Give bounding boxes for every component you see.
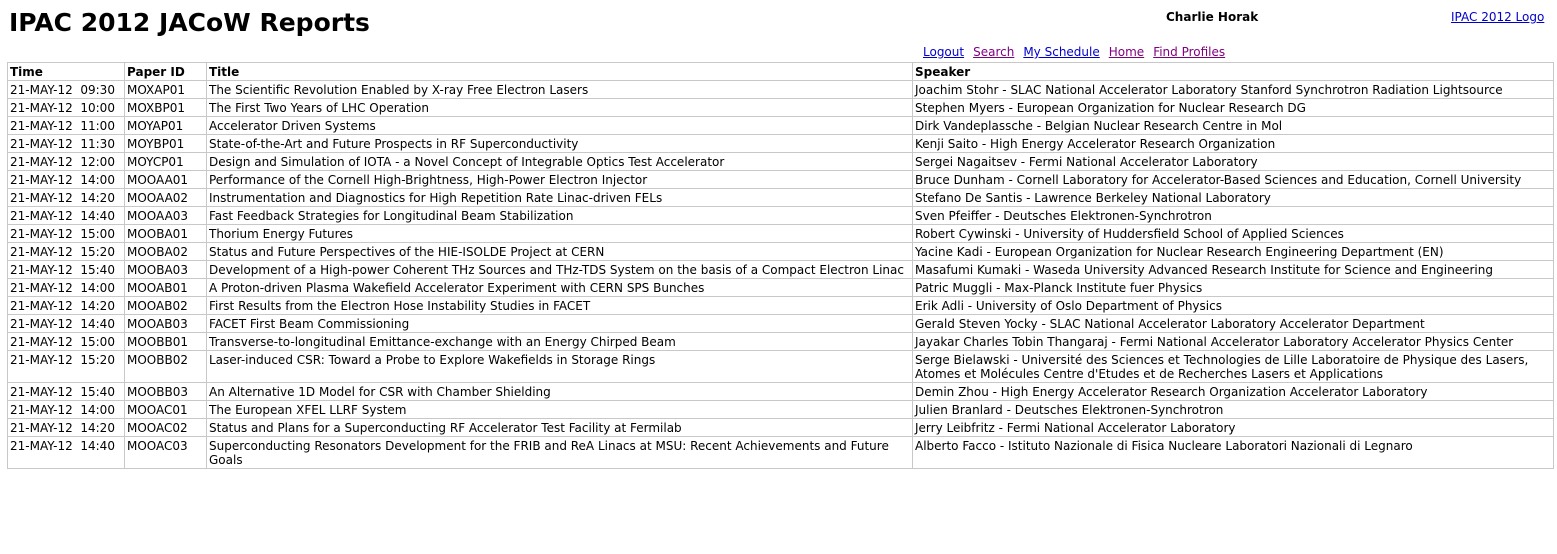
nav-logout-link[interactable]: Logout	[923, 45, 965, 59]
table-row	[8, 171, 1554, 189]
table-row	[8, 189, 1554, 207]
cell-time: 21-MAY-12 14:00	[8, 171, 125, 189]
table-row	[8, 135, 1554, 153]
cell-speaker: Sven Pfeiffer - Deutsches Elektronen-Synchrotron	[913, 207, 1554, 225]
cell-title: Performance of the Cornell High-Brightness, High-Power Electron Injector	[207, 171, 913, 189]
cell-time: 21-MAY-12 09:30	[8, 81, 125, 99]
logo-link[interactable]: IPAC 2012 Logo	[1451, 10, 1545, 24]
cell-time: 21-MAY-12 15:20	[8, 243, 125, 261]
cell-paper-id: MOOBA01	[125, 225, 207, 243]
column-header-title: Title	[207, 63, 913, 81]
cell-time: 21-MAY-12 14:00	[8, 279, 125, 297]
table-row	[8, 261, 1554, 279]
cell-time: 21-MAY-12 14:40	[8, 315, 125, 333]
cell-speaker: Gerald Steven Yocky - SLAC National Accelerator Laboratory Accelerator Department	[913, 315, 1554, 333]
cell-title: Transverse-to-longitudinal Emittance-exchange with an Energy Chirped Beam	[207, 333, 913, 351]
cell-title: The European XFEL LLRF System	[207, 401, 913, 419]
cell-speaker: Erik Adli - University of Oslo Department of Physics	[913, 297, 1554, 315]
table-row	[8, 243, 1554, 261]
nav-search-link[interactable]: Search	[973, 45, 1015, 59]
table-row	[8, 279, 1554, 297]
cell-paper-id: MOOAA02	[125, 189, 207, 207]
cell-paper-id: MOOAB02	[125, 297, 207, 315]
user-name: Charlie Horak	[1166, 10, 1259, 24]
cell-speaker: Alberto Facco - Istituto Nazionale di Fisica Nucleare Laboratori Nazionali di Legnaro	[913, 437, 1554, 469]
cell-title: A Proton-driven Plasma Wakefield Accelerator Experiment with CERN SPS Bunches	[207, 279, 913, 297]
cell-time: 21-MAY-12 11:00	[8, 117, 125, 135]
header-row	[8, 63, 1554, 81]
cell-paper-id: MOYAP01	[125, 117, 207, 135]
cell-paper-id: MOOAB03	[125, 315, 207, 333]
cell-time: 21-MAY-12 14:40	[8, 437, 125, 469]
report-table	[7, 62, 1554, 469]
table-row	[8, 81, 1554, 99]
cell-speaker: Masafumi Kumaki - Waseda University Advanced Research Institute for Science and Engineering	[913, 261, 1554, 279]
cell-paper-id: MOOAC02	[125, 419, 207, 437]
table-row	[8, 351, 1554, 383]
cell-paper-id: MOYBP01	[125, 135, 207, 153]
table-row	[8, 153, 1554, 171]
cell-speaker: Bruce Dunham - Cornell Laboratory for Accelerator-Based Sciences and Education, Cornell University	[913, 171, 1554, 189]
cell-title: Status and Plans for a Superconducting RF Accelerator Test Facility at Fermilab	[207, 419, 913, 437]
nav-my-schedule-link[interactable]: My Schedule	[1023, 45, 1100, 59]
table-row	[8, 225, 1554, 243]
page-title: IPAC 2012 JACoW Reports	[9, 8, 370, 37]
cell-time: 21-MAY-12 15:40	[8, 261, 125, 279]
cell-paper-id: MOOAB01	[125, 279, 207, 297]
nav-bar	[923, 45, 1234, 59]
cell-title: Development of a High-power Coherent THz Sources and THz-TDS System on the basis of a Compact Electron Linac	[207, 261, 913, 279]
cell-time: 21-MAY-12 14:20	[8, 419, 125, 437]
cell-title: Superconducting Resonators Development for the FRIB and ReA Linacs at MSU: Recent Achievements and Future Goals	[207, 437, 913, 469]
nav-home-link[interactable]: Home	[1108, 45, 1145, 59]
cell-title: The First Two Years of LHC Operation	[207, 99, 913, 117]
table-row	[8, 117, 1554, 135]
column-header-paper-id: Paper ID	[125, 63, 207, 81]
cell-time: 21-MAY-12 15:20	[8, 351, 125, 383]
table-row	[8, 99, 1554, 117]
cell-title: Fast Feedback Strategies for Longitudinal Beam Stabilization	[207, 207, 913, 225]
table-body	[8, 81, 1554, 469]
table-row	[8, 437, 1554, 469]
page-header	[0, 0, 1557, 62]
cell-speaker: Jayakar Charles Tobin Thangaraj - Fermi National Accelerator Laboratory Accelerator Physics Center	[913, 333, 1554, 351]
table-row	[8, 315, 1554, 333]
cell-time: 21-MAY-12 11:30	[8, 135, 125, 153]
cell-time: 21-MAY-12 12:00	[8, 153, 125, 171]
table-row	[8, 419, 1554, 437]
cell-speaker: Julien Branlard - Deutsches Elektronen-Synchrotron	[913, 401, 1554, 419]
cell-title: An Alternative 1D Model for CSR with Chamber Shielding	[207, 383, 913, 401]
table-row	[8, 333, 1554, 351]
cell-speaker: Kenji Saito - High Energy Accelerator Research Organization	[913, 135, 1554, 153]
table-row	[8, 383, 1554, 401]
cell-title: Design and Simulation of IOTA - a Novel Concept of Integrable Optics Test Accelerator	[207, 153, 913, 171]
nav-find-profiles-link[interactable]: Find Profiles	[1153, 45, 1226, 59]
cell-speaker: Joachim Stohr - SLAC National Accelerator Laboratory Stanford Synchrotron Radiation Lightsource	[913, 81, 1554, 99]
cell-time: 21-MAY-12 14:20	[8, 189, 125, 207]
cell-title: Laser-induced CSR: Toward a Probe to Explore Wakefields in Storage Rings	[207, 351, 913, 383]
cell-paper-id: MOXAP01	[125, 81, 207, 99]
cell-time: 21-MAY-12 15:00	[8, 333, 125, 351]
table-row	[8, 297, 1554, 315]
cell-time: 21-MAY-12 14:40	[8, 207, 125, 225]
cell-paper-id: MOOBA03	[125, 261, 207, 279]
cell-time: 21-MAY-12 14:00	[8, 401, 125, 419]
cell-title: FACET First Beam Commissioning	[207, 315, 913, 333]
column-header-time: Time	[8, 63, 125, 81]
cell-paper-id: MOYCP01	[125, 153, 207, 171]
cell-paper-id: MOXBP01	[125, 99, 207, 117]
cell-speaker: Patric Muggli - Max-Planck Institute fuer Physics	[913, 279, 1554, 297]
cell-paper-id: MOOBB02	[125, 351, 207, 383]
cell-speaker: Jerry Leibfritz - Fermi National Accelerator Laboratory	[913, 419, 1554, 437]
cell-title: Accelerator Driven Systems	[207, 117, 913, 135]
cell-title: Instrumentation and Diagnostics for High Repetition Rate Linac-driven FELs	[207, 189, 913, 207]
cell-time: 21-MAY-12 15:40	[8, 383, 125, 401]
cell-speaker: Demin Zhou - High Energy Accelerator Research Organization Accelerator Laboratory	[913, 383, 1554, 401]
table-row	[8, 207, 1554, 225]
cell-paper-id: MOOAA01	[125, 171, 207, 189]
cell-speaker: Stefano De Santis - Lawrence Berkeley National Laboratory	[913, 189, 1554, 207]
cell-paper-id: MOOBB03	[125, 383, 207, 401]
cell-speaker: Dirk Vandeplassche - Belgian Nuclear Research Centre in Mol	[913, 117, 1554, 135]
column-header-speaker: Speaker	[913, 63, 1554, 81]
cell-speaker: Robert Cywinski - University of Huddersfield School of Applied Sciences	[913, 225, 1554, 243]
cell-time: 21-MAY-12 14:20	[8, 297, 125, 315]
cell-paper-id: MOOBA02	[125, 243, 207, 261]
cell-speaker: Serge Bielawski - Université des Sciences et Technologies de Lille Laboratoire de Physique des Lasers, Atomes et Molécules Centre d'Etudes et de Recherches Lasers et Applications	[913, 351, 1554, 383]
cell-time: 21-MAY-12 10:00	[8, 99, 125, 117]
cell-speaker: Yacine Kadi - European Organization for Nuclear Research Engineering Department (EN)	[913, 243, 1554, 261]
cell-paper-id: MOOAC03	[125, 437, 207, 469]
cell-paper-id: MOOAC01	[125, 401, 207, 419]
cell-time: 21-MAY-12 15:00	[8, 225, 125, 243]
table-row	[8, 401, 1554, 419]
cell-title: Status and Future Perspectives of the HIE-ISOLDE Project at CERN	[207, 243, 913, 261]
cell-title: State-of-the-Art and Future Prospects in RF Superconductivity	[207, 135, 913, 153]
cell-paper-id: MOOAA03	[125, 207, 207, 225]
cell-speaker: Stephen Myers - European Organization for Nuclear Research DG	[913, 99, 1554, 117]
cell-speaker: Sergei Nagaitsev - Fermi National Accelerator Laboratory	[913, 153, 1554, 171]
cell-title: The Scientific Revolution Enabled by X-ray Free Electron Lasers	[207, 81, 913, 99]
cell-title: Thorium Energy Futures	[207, 225, 913, 243]
cell-title: First Results from the Electron Hose Instability Studies in FACET	[207, 297, 913, 315]
cell-paper-id: MOOBB01	[125, 333, 207, 351]
